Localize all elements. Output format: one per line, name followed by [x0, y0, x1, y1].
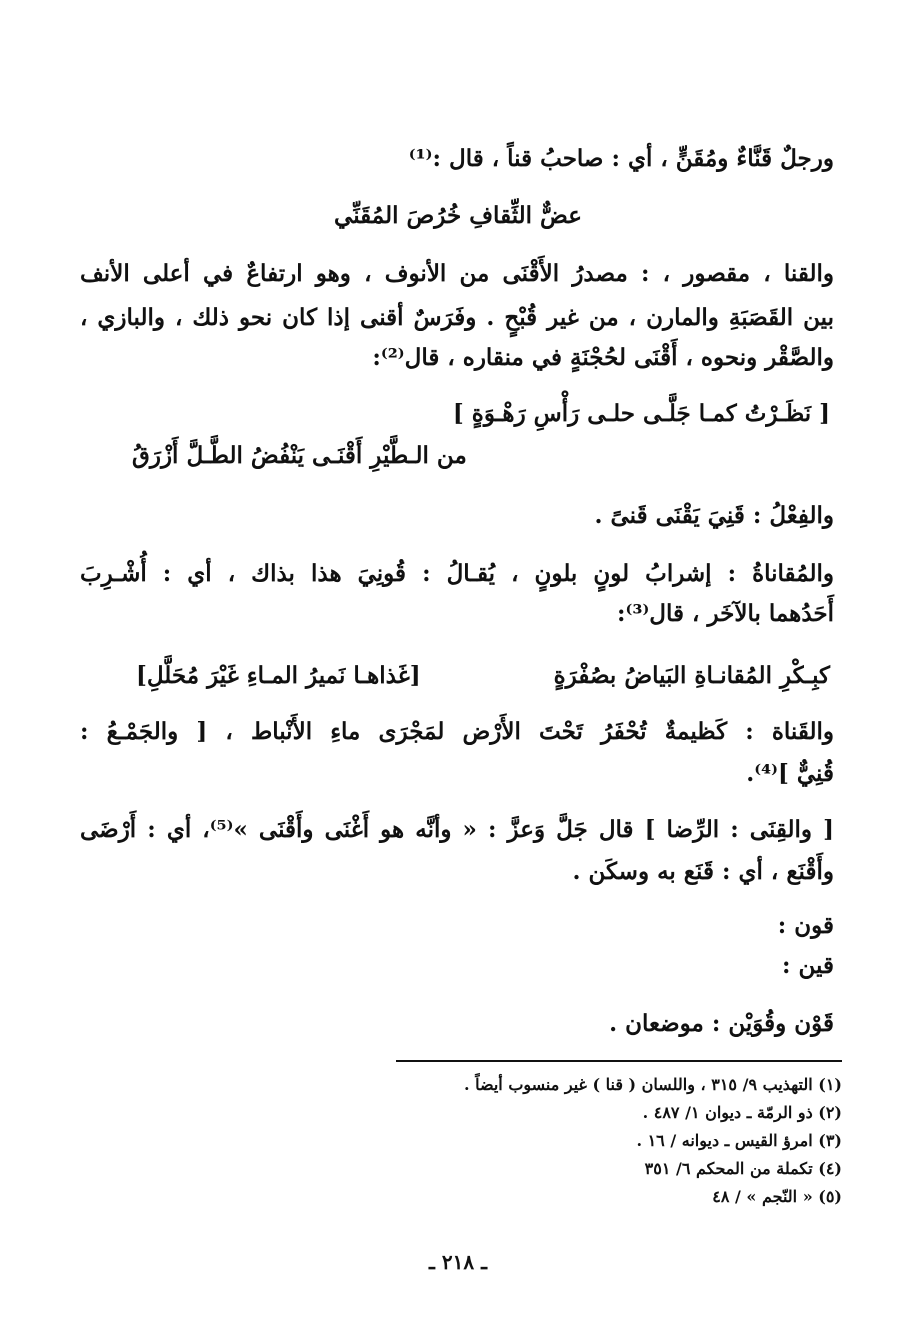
text-line: وأَقْنَع ، أي : قَنَع به وسكَن . [572, 858, 834, 885]
footnote: (٥) « النّجم » / ٤٨ [712, 1187, 842, 1206]
footnote: (٣) امرؤ القيس ـ ديوانه / ١٦ . [636, 1131, 842, 1150]
footnote: (١) التهذيب ٩/ ٣١٥ ، واللسان ( قنا ) غير منسوب أيضاً . [463, 1075, 842, 1094]
text-line: قُنِيٌّ ]⁽⁴⁾. [746, 760, 834, 787]
text-line: والفِعْلُ : قَنِيَ يَقْنَى قَنىً . [594, 502, 834, 529]
verse-line: كبِـكْرِ المُقانـاةِ البَياضُ بصُفْرَةٍ [553, 662, 830, 689]
footnote: (٤) تكملة من المحكم ٦/ ٣٥١ [644, 1159, 842, 1178]
text-line: والصَّقْر ونحوه ، أَقْنَى لحُجْنَةٍ في منقاره ، قال⁽²⁾: [372, 344, 834, 371]
text-line: أَحَدُهما بالآخَر ، قال⁽³⁾: [617, 600, 834, 627]
page-number: ـ ٢١٨ ـ [429, 1250, 487, 1274]
text-line: والقنا ، مقصور ، : مصدرُ الأَقْنَى من الأنوف ، وهو ارتفاعٌ في أعلى الأنف [80, 260, 834, 287]
text-line: بين القَصَبَةِ والمارن ، من غير قُبْحٍ . وفَرَسٌ أقنى إذا كان نحو ذلك ، والبازي ، [80, 304, 834, 331]
text-line: [ والقِنَى : الرِّضا ] قال جَلَّ وَعزَّ : « وأنَّه هو أَغْنَى وأَقْنَى »⁽⁵⁾، أي : أَرْضَى [80, 816, 834, 843]
verse-line: [غَذاهـا نَميرُ المـاءِ غَيْرَ مُحَلَّلِ] [136, 662, 421, 689]
text-line: ورجلٌ قَنَّاءٌ ومُقَنٍّ ، أي : صاحبُ قناً ، قال :⁽¹⁾ [408, 145, 834, 172]
verse-line: [ نَظَـرْتُ كمـا جَلَّـى حلـى رَأْسِ رَهْـوَةٍ ] [452, 400, 830, 427]
entry-heading: قين : [782, 952, 834, 979]
text-line: والمُقاناةُ : إشرابُ لونٍ بلونٍ ، يُقـالُ : قُونِيَ هذا بذاك ، أي : أُشْـرِبَ [80, 560, 834, 587]
footnote-divider [396, 1060, 842, 1062]
verse-line: عضٌّ الثِّقافِ خُرُصَ المُقَنِّي [334, 202, 582, 229]
text-line: قَوْن وقُوَيْن : موضعان . [609, 1010, 834, 1037]
footnote: (٢) ذو الرمّة ـ ديوان ١/ ٤٨٧ . [642, 1103, 842, 1122]
text-line: والقَناة : كَظيمةٌ تُحْفَرُ تَحْتَ الأَرْض لمَجْرَى ماءِ الأَنْباط ، [ والجَمْـعُ : [80, 718, 834, 745]
entry-heading: قون : [777, 912, 834, 939]
verse-line: من الـطَّيْرِ أَقْنَـى يَنْفُضُ الطَّـلَّ أَزْرَقُ [132, 442, 467, 469]
